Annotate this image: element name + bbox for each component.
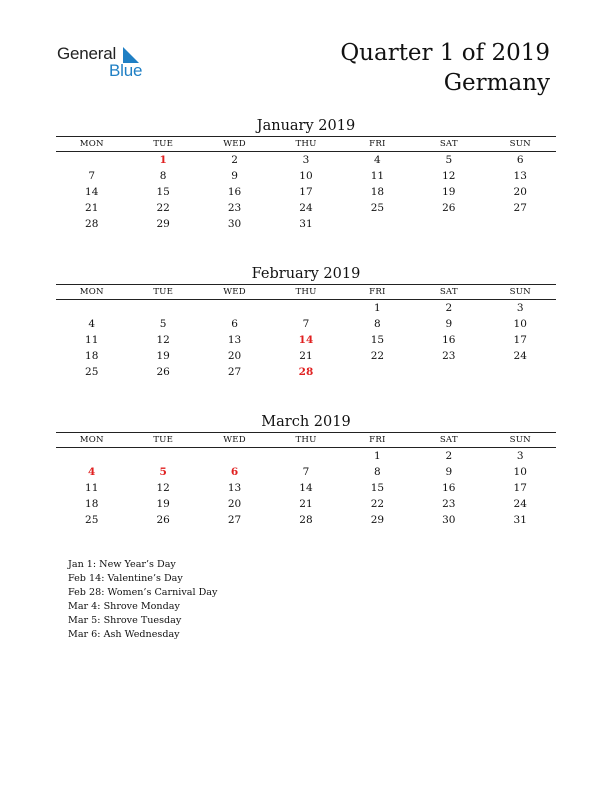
day-cell: 21 [299, 350, 313, 362]
day-cell: 10 [513, 318, 527, 330]
holiday-note: Mar 6: Ash Wednesday [68, 629, 180, 641]
week-row [56, 216, 556, 232]
weekday-label: MON [79, 139, 104, 149]
week-row [56, 364, 556, 380]
weekday-label: SAT [439, 435, 458, 445]
day-cell: 16 [227, 186, 242, 198]
day-cell: 25 [370, 202, 385, 214]
day-cell: 3 [302, 154, 310, 166]
day-cell: 3 [516, 450, 524, 462]
weekday-label: THU [295, 435, 317, 445]
day-cell: 17 [299, 186, 313, 198]
day-cell: 24 [513, 350, 527, 362]
weekday-label: MON [79, 435, 104, 445]
week-row [56, 512, 556, 528]
holiday-notes [68, 558, 217, 643]
day-cell: 4 [374, 154, 381, 166]
day-cell: 31 [513, 514, 527, 526]
day-cell: 24 [513, 498, 527, 510]
day-cell: 9 [231, 170, 238, 182]
generalblue-logo [57, 44, 167, 84]
day-cell: 14 [298, 334, 314, 346]
day-cell: 8 [159, 170, 167, 182]
holiday-note: Feb 14: Valentine’s Day [68, 573, 183, 585]
week-row [56, 496, 556, 512]
day-cell [127, 448, 198, 464]
title-country: Germany [443, 70, 550, 96]
day-cell: 17 [513, 334, 527, 346]
day-cell [270, 300, 341, 316]
day-cell: 6 [230, 466, 239, 478]
day-cell: 10 [299, 170, 313, 182]
day-cell: 25 [85, 514, 99, 526]
weekday-label: THU [295, 287, 317, 297]
day-cell: 2 [445, 450, 453, 462]
day-cell: 17 [513, 482, 527, 494]
day-cell: 23 [442, 350, 456, 362]
day-cell [127, 300, 198, 316]
day-cell: 19 [156, 498, 170, 510]
day-cell: 27 [227, 366, 242, 378]
day-cell: 25 [85, 366, 99, 378]
holiday-note: Jan 1: New Year’s Day [68, 559, 176, 570]
day-cell: 18 [85, 498, 99, 510]
day-cell: 26 [156, 366, 170, 378]
day-cell [56, 448, 127, 464]
week-row [56, 184, 556, 200]
day-cell: 21 [85, 202, 99, 214]
week-row [56, 152, 556, 168]
day-cell: 30 [442, 514, 456, 526]
holiday-note: Feb 28: Women’s Carnival Day [68, 587, 218, 599]
day-cell: 8 [374, 318, 381, 330]
weekday-label: SAT [439, 139, 458, 149]
day-cell: 23 [227, 202, 242, 214]
day-cell [56, 152, 127, 168]
week-row [56, 348, 556, 364]
day-cell [199, 300, 270, 316]
day-cell: 22 [156, 202, 170, 214]
day-cell: 9 [445, 466, 453, 478]
day-cell [270, 448, 341, 464]
week-row [56, 168, 556, 184]
day-cell: 21 [299, 498, 313, 510]
day-cell: 13 [227, 482, 242, 494]
day-cell: 13 [513, 170, 527, 182]
day-cell: 19 [442, 186, 456, 198]
day-cell: 2 [445, 302, 453, 314]
day-cell: 20 [513, 186, 527, 198]
week-row [56, 464, 556, 480]
title-quarter: Quarter 1 of 2019 [340, 40, 550, 66]
week-row [56, 332, 556, 348]
day-cell: 7 [88, 170, 96, 182]
day-cell: 15 [370, 334, 385, 346]
weekday-header [56, 432, 556, 448]
weekday-label: THU [295, 139, 317, 149]
month-title: March 2019 [261, 414, 351, 430]
day-cell: 20 [227, 498, 242, 510]
month-february [56, 264, 556, 380]
week-row [56, 480, 556, 496]
day-cell: 11 [370, 170, 385, 182]
day-cell: 11 [85, 482, 99, 494]
weekday-header [56, 284, 556, 300]
day-cell: 20 [227, 350, 242, 362]
weekday-label: SUN [509, 139, 531, 149]
page-title [340, 38, 550, 98]
day-cell: 8 [374, 466, 381, 478]
weekday-label: FRI [369, 139, 386, 149]
day-cell: 10 [513, 466, 527, 478]
weekday-label: TUE [153, 139, 174, 149]
day-cell [413, 216, 484, 232]
day-cell [199, 448, 270, 464]
day-cell [342, 216, 413, 232]
day-cell: 27 [513, 202, 527, 214]
day-cell: 14 [85, 186, 99, 198]
day-cell: 6 [516, 154, 524, 166]
day-cell: 29 [156, 218, 170, 230]
day-cell: 11 [85, 334, 99, 346]
weekday-header [56, 136, 556, 152]
day-cell: 28 [85, 218, 99, 230]
day-cell: 30 [227, 218, 242, 230]
day-cell: 9 [445, 318, 453, 330]
day-cell [485, 216, 556, 232]
day-cell: 22 [370, 498, 385, 510]
logo-blue-text: Blue [109, 61, 143, 80]
day-cell: 4 [88, 318, 96, 330]
weekday-label: WED [223, 435, 246, 445]
day-cell: 5 [445, 154, 453, 166]
week-row [56, 300, 556, 316]
day-cell: 19 [156, 350, 170, 362]
weekday-label: WED [223, 287, 246, 297]
day-cell: 31 [299, 218, 313, 230]
month-title: January 2019 [256, 118, 356, 134]
day-cell: 2 [231, 154, 238, 166]
day-cell: 1 [374, 302, 381, 314]
weekday-label: TUE [153, 287, 174, 297]
day-cell: 1 [159, 154, 167, 166]
day-cell: 24 [299, 202, 313, 214]
week-row [56, 316, 556, 332]
weekday-label: MON [79, 287, 104, 297]
day-cell: 12 [442, 170, 456, 182]
day-cell: 27 [227, 514, 242, 526]
weekday-label: TUE [153, 435, 174, 445]
day-cell: 14 [299, 482, 313, 494]
day-cell [485, 364, 556, 380]
holiday-note: Mar 5: Shrove Tuesday [68, 615, 182, 627]
day-cell: 6 [231, 318, 238, 330]
weekday-label: FRI [369, 287, 386, 297]
day-cell: 4 [88, 466, 96, 478]
month-january [56, 116, 556, 232]
holiday-note: Mar 4: Shrove Monday [68, 601, 180, 613]
day-cell: 29 [370, 514, 385, 526]
day-cell: 1 [374, 450, 381, 462]
month-title: February 2019 [251, 266, 361, 282]
day-cell: 5 [159, 318, 167, 330]
day-cell: 12 [156, 482, 170, 494]
weekday-label: SAT [439, 287, 458, 297]
day-cell: 22 [370, 350, 385, 362]
day-cell: 28 [299, 514, 313, 526]
weekday-label: SUN [509, 435, 531, 445]
day-cell [56, 300, 127, 316]
week-row [56, 448, 556, 464]
logo-general-text: General [57, 44, 117, 63]
month-march [56, 412, 556, 528]
day-cell: 26 [156, 514, 170, 526]
weekday-label: FRI [369, 435, 386, 445]
day-cell: 18 [370, 186, 385, 198]
day-cell: 3 [516, 302, 524, 314]
day-cell: 18 [85, 350, 99, 362]
day-cell [413, 364, 484, 380]
day-cell: 12 [156, 334, 170, 346]
day-cell [342, 364, 413, 380]
day-cell: 5 [159, 466, 167, 478]
weekday-label: SUN [509, 287, 531, 297]
day-cell: 28 [298, 366, 314, 378]
day-cell: 15 [156, 186, 170, 198]
day-cell: 26 [442, 202, 456, 214]
day-cell: 16 [442, 482, 456, 494]
day-cell: 16 [442, 334, 456, 346]
day-cell: 15 [370, 482, 385, 494]
day-cell: 7 [302, 318, 310, 330]
day-cell: 7 [302, 466, 310, 478]
day-cell: 23 [442, 498, 456, 510]
week-row [56, 200, 556, 216]
day-cell: 13 [227, 334, 242, 346]
weekday-label: WED [223, 139, 246, 149]
